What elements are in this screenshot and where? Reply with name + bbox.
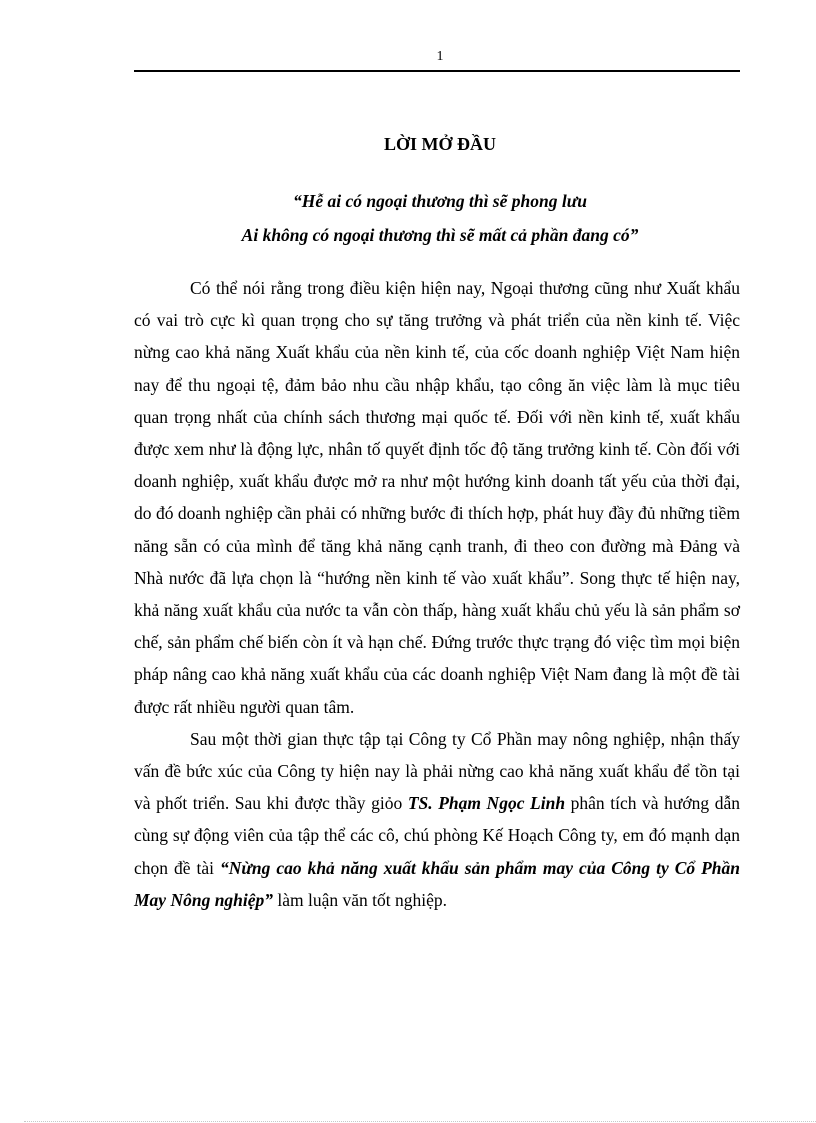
paragraph-1: Có thể nói rằng trong điều kiện hiện nay, Ngoại thương cũng như Xuất khẩu có vai trò cực kì quan trọng cho sự tăng trưởng và phát triển của nền kinh tế. Việc nừng cao khả năng Xuất khẩu của nền kinh tế, của cốc doanh nghiệp Việt Nam hiện nay để thu ngoại tệ, đảm bảo nhu cầu nhập khẩu, tạo công ăn việc làm là mục tiêu quan trọng nhất của chính sách thương mại quốc tế. Đối với nền kinh tế, xuất khẩu được xem như là động lực, nhân tố quyết định tốc độ tăng trưởng kinh tế. Còn đối với doanh nghiệp, xuất khẩu được mở ra như một hướng kinh doanh tất yếu của thời đại, do đó doanh nghiệp cần phải có những bước đi thích hợp, phát huy đầy đủ những tiềm năng sẵn có của mình để tăng khả năng cạnh tranh, đi theo con đường mà Đảng và Nhà nước đã lựa chọn là “hướng nền kinh tế vào xuất khẩu”. Song thực tế hiện nay, khả năng xuất khẩu của nước ta vẫn còn thấp, hàng xuất khẩu chủ yếu là sản phẩm sơ chế, sản phẩm chế biến còn ít và hạn chế. Đứng trước thực trạng đó việc tìm mọi biện pháp nâng cao khả năng xuất khẩu của các doanh nghiệp Việt Nam đang là một đề tài được rất nhiều người quan tâm.: [134, 278, 740, 717]
paragraph-2-part-1: Sau một thời gian thực tập tại Công ty Cổ Phần may nông nghiệp, nhận thấy vấn đề bức xúc của Công ty hiện nay là phải nừng cao khả năng xuất khẩu để tồn tại và phốt triển. Sau khi được thầy giỏo: [134, 728, 740, 814]
page-number: 1: [436, 49, 444, 64]
paragraph-2: [134, 723, 740, 916]
page-bottom-border: [24, 1121, 816, 1122]
header-rule: [134, 70, 740, 72]
body-text: [134, 272, 740, 916]
document-title: LỜI MỞ ĐẦU: [384, 134, 496, 154]
paragraph-2-part-3: làm luận văn tốt nghiệp.: [273, 889, 448, 910]
paragraph-2-part-2: phân tích và hướng dẫn cùng sự động viên của tập thể các cô, chú phòng Kế Hoạch Công ty, em đó mạnh dạn chọn đề tài: [134, 793, 740, 878]
thesis-title: “Nừng cao khả năng xuất khẩu sản phẩm may của Công ty Cổ Phần May Nông nghiệp”: [134, 857, 741, 910]
epigraph-line-1: “Hễ ai có ngoại thương thì sẽ phong lưu: [293, 191, 587, 211]
epigraph-line-2: Ai không có ngoại thương thì sẽ mất cả phần đang có”: [241, 225, 639, 245]
advisor-name: TS. Phạm Ngọc Linh: [407, 793, 566, 814]
